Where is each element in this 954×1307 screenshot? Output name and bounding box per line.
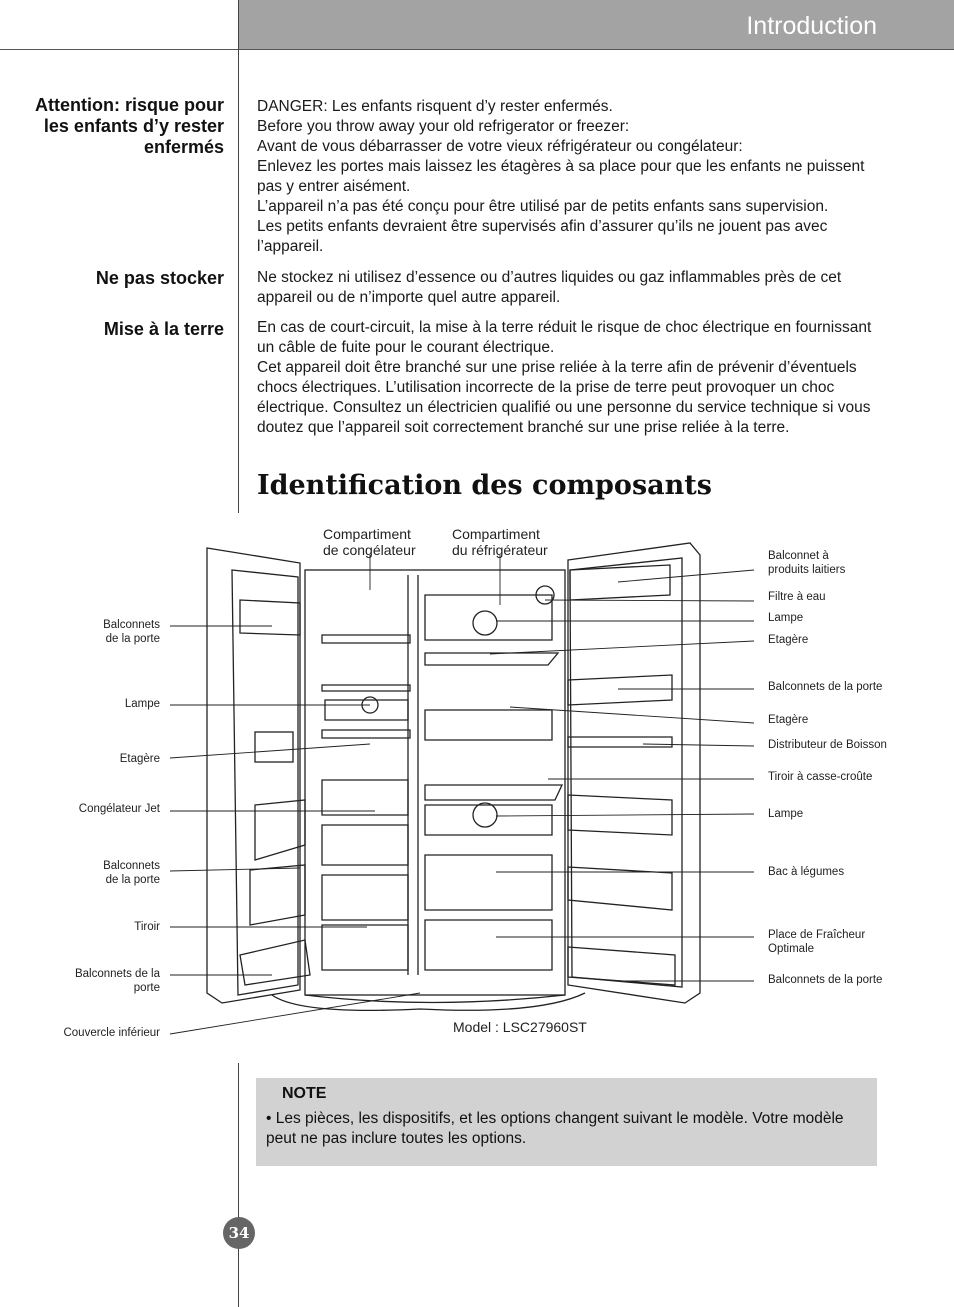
label-right-8: Lampe: [768, 808, 804, 820]
label-right-0: Balconnet à produits laitiers: [768, 550, 846, 576]
label-right-4: Balconnets de la porte: [768, 681, 883, 693]
label-right-6: Distributeur de Boisson: [768, 739, 887, 751]
label-right-1: Filtre à eau: [768, 591, 826, 603]
text-line: L’appareil n’a pas été conçu pour être utilisé par de petits enfants sans supervision.: [257, 198, 829, 215]
text-line: Avant de vous débarrasser de votre vieux réfrigérateur ou congélateur:: [257, 138, 743, 155]
text-line: En cas de court-circuit, la mise à la terre réduit le risque de choc électrique en fournissant un câble de fuite pour le courant électrique.: [257, 319, 872, 356]
label-right-5: Etagère: [768, 714, 809, 726]
label-right-3: Etagère: [768, 634, 809, 646]
label-left-2: Etagère: [119, 753, 160, 765]
right-door: [568, 543, 700, 1003]
fridge-diagram: [0, 515, 954, 1055]
label-right-2: Lampe: [768, 612, 804, 624]
label-left-4: Balconnets de la porte: [103, 860, 160, 886]
label-right-11: Balconnets de la porte: [768, 974, 883, 986]
label-left-6: Balconnets de la porte: [74, 968, 160, 994]
vertical-rule-top: [238, 0, 239, 513]
fridge-cabinet: [305, 570, 565, 995]
page-number: 34: [223, 1217, 255, 1249]
note-text: • Les pièces, les dispositifs, et les options changent suivant le modèle. Votre modèle peut ne pas inclure toutes les options.: [266, 1110, 844, 1147]
vertical-rule-bottom: [238, 1063, 239, 1307]
label-left-0: Balconnets de la porte: [103, 619, 160, 645]
components-title: Identification des composants: [257, 470, 712, 501]
note-box: [256, 1078, 877, 1166]
label-left-7: Couvercle inférieur: [63, 1027, 160, 1039]
label-right-7: Tiroir à casse-croûte: [768, 771, 873, 783]
section-terre-text: [257, 318, 887, 438]
label-left-3: Congélateur Jet: [78, 803, 160, 815]
header-bar: [239, 0, 954, 50]
text-line: Enlevez les portes mais laissez les étagères à sa place pour que les enfants ne puissent pas y entrer aisément.: [257, 158, 865, 195]
label-fridge-compartment: Compartiment du réfrigérateur: [452, 526, 548, 558]
section-attention-text: [257, 97, 887, 257]
model-number: Model : LSC27960ST: [453, 1019, 587, 1035]
heading-attention: Attention: risque pour les enfants d’y rester enfermés: [35, 95, 224, 157]
label-freezer-compartment: Compartiment de congélateur: [323, 526, 416, 558]
heading-ne-pas-stocker: Ne pas stocker: [95, 268, 224, 288]
header-title: Introduction: [746, 12, 877, 40]
danger-line: DANGER: Les enfants risquent d’y rester enfermés.: [257, 98, 613, 115]
text-line: Cet appareil doit être branché sur une prise reliée à la terre afin de prévenir d’éventuels chocs électriques. L’utilisation incorrecte de la prise de terre peut provoquer un choc électrique. Consultez un électricien qualifié ou une personne du service technique si vous doutez que l’appareil soit correctement branché sur une prise reliée à la terre.: [257, 359, 871, 436]
text-line: Les petits enfants devraient être supervisés afin d’assurer qu’ils ne jouent pas avec l’appareil.: [257, 218, 828, 255]
leader-lines: [170, 555, 754, 1034]
label-left-5: Tiroir: [134, 921, 160, 933]
label-left-1: Lampe: [124, 698, 160, 710]
header-rule: [0, 49, 954, 50]
left-door: [207, 548, 300, 1003]
label-right-10: Place de Fraîcheur Optimale: [768, 929, 866, 955]
text-line: Ne stockez ni utilisez d’essence ou d’autres liquides ou gaz inflammables près de cet appareil ou de n’importe quel autre appareil.: [257, 269, 842, 306]
label-right-9: Bac à légumes: [768, 866, 845, 878]
text-line: Before you throw away your old refrigerator or freezer:: [257, 118, 630, 135]
heading-mise-a-la-terre: Mise à la terre: [103, 319, 224, 339]
note-title: NOTE: [282, 1085, 327, 1102]
section-stocker-text: [257, 268, 887, 308]
